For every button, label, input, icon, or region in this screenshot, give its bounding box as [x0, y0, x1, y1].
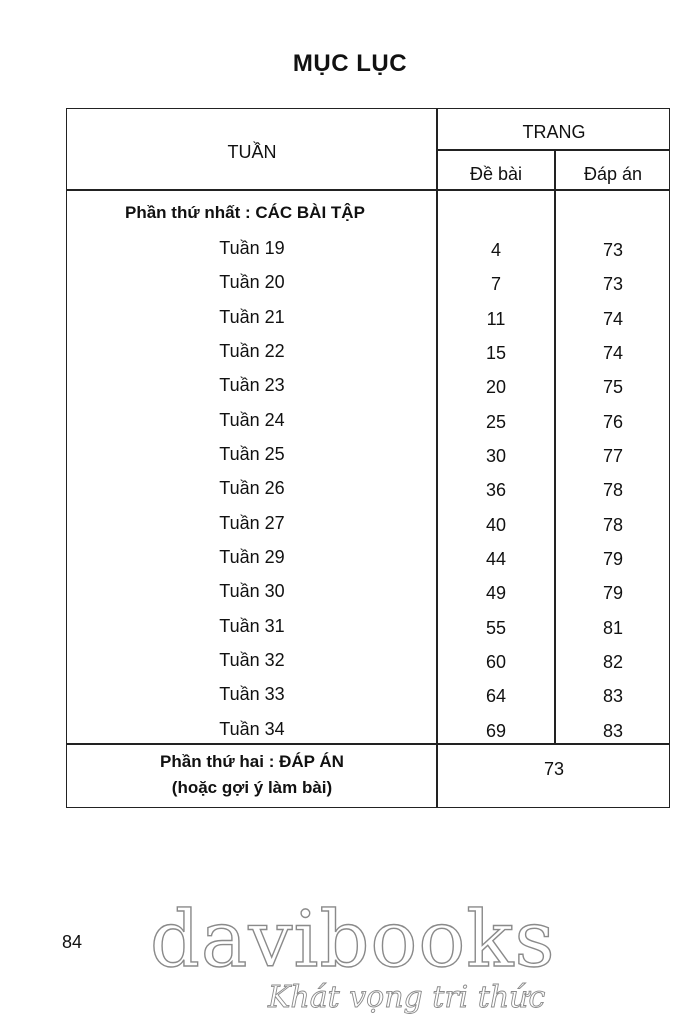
table-row [67, 306, 671, 340]
exercise-page: 25 [485, 411, 507, 432]
table-row [67, 546, 671, 580]
exercise-page: 30 [485, 446, 507, 467]
answer-page: 83 [602, 686, 624, 707]
table-row [67, 237, 671, 271]
table-row [67, 512, 671, 546]
table-row [67, 649, 671, 683]
part2-page-number: 73 [543, 759, 565, 779]
table-row [67, 615, 671, 649]
table-row [67, 580, 671, 614]
answer-page: 73 [602, 240, 624, 260]
table-row [67, 271, 671, 305]
week-rows [67, 237, 671, 752]
answer-page: 78 [602, 514, 624, 535]
week-label: Tuần 23 [219, 375, 285, 396]
header-week: TUẦN [227, 142, 277, 162]
table-row [67, 718, 671, 752]
week-label: Tuần 24 [219, 409, 285, 430]
week-label: Tuần 32 [219, 650, 285, 671]
week-label: Tuần 31 [219, 615, 285, 636]
header-bottom-rule [67, 189, 669, 191]
answer-page: 77 [602, 446, 624, 467]
page-title: MỤC LỤC [292, 50, 408, 77]
header-exercise: Đề bài [469, 164, 523, 184]
table-row [67, 443, 671, 477]
table-row [67, 477, 671, 511]
watermark-brand: davibooks [150, 895, 556, 985]
table-of-contents [66, 108, 670, 808]
part2-heading [67, 749, 437, 801]
week-label: Tuần 34 [219, 718, 285, 739]
answer-page: 81 [602, 617, 624, 638]
answer-page: 78 [602, 480, 624, 501]
answer-page: 75 [602, 377, 624, 398]
exercise-page: 36 [485, 480, 507, 501]
week-label: Tuần 33 [219, 684, 285, 705]
answer-page: 74 [602, 308, 624, 329]
watermark-slogan: Khát vọng tri thức [268, 980, 546, 1015]
exercise-page: 69 [485, 720, 507, 741]
header-subdivider [436, 149, 670, 151]
exercise-page: 7 [490, 274, 501, 295]
table-row [67, 409, 671, 443]
week-label: Tuần 21 [219, 306, 285, 327]
part2-title: Phần thứ hai : ĐÁP ÁN [160, 752, 344, 771]
week-label: Tuần 19 [219, 238, 285, 258]
answer-page: 73 [602, 274, 624, 295]
part2-subtitle: (hoặc gợi ý làm bài) [171, 778, 333, 797]
answer-page: 74 [602, 343, 624, 364]
exercise-page: 20 [485, 377, 507, 398]
answer-page: 83 [602, 720, 624, 741]
header-page: TRANG [522, 122, 586, 142]
week-label: Tuần 22 [219, 341, 285, 362]
answer-page: 79 [602, 583, 624, 604]
part1-heading: Phần thứ nhất : CÁC BÀI TẬP [125, 203, 365, 222]
table-row [67, 340, 671, 374]
exercise-page: 40 [485, 514, 507, 535]
week-label: Tuần 25 [219, 444, 285, 465]
answer-page: 82 [602, 652, 624, 673]
week-label: Tuần 20 [219, 272, 285, 293]
exercise-page: 60 [485, 652, 507, 673]
exercise-page: 55 [485, 617, 507, 638]
exercise-page: 4 [490, 240, 501, 260]
week-label: Tuần 27 [219, 512, 285, 533]
exercise-page: 49 [485, 583, 507, 604]
answer-page: 79 [602, 549, 624, 570]
exercise-page: 11 [486, 308, 506, 329]
exercise-page: 44 [485, 549, 507, 570]
table-row [67, 683, 671, 717]
exercise-page: 64 [485, 686, 507, 707]
week-label: Tuần 26 [219, 478, 285, 499]
header-answer: Đáp án [583, 164, 643, 184]
table-row [67, 374, 671, 408]
page-number: 84 [62, 932, 83, 952]
answer-page: 76 [602, 411, 624, 432]
exercise-page: 15 [485, 343, 507, 364]
week-label: Tuần 30 [219, 581, 285, 602]
week-label: Tuần 29 [219, 547, 285, 568]
